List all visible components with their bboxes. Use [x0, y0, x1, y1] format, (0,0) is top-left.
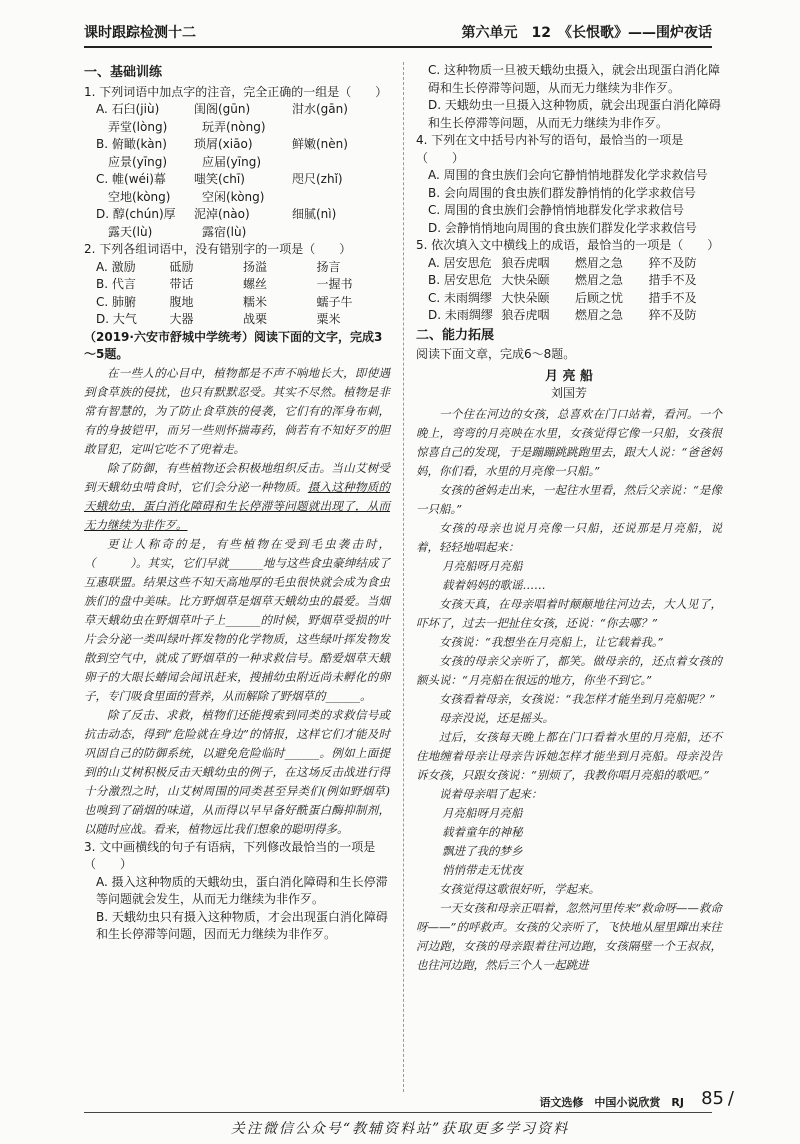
- q5-option-cell: B. 居安思危: [428, 273, 492, 287]
- q1-option-cell: 鲜嫩(nèn): [292, 137, 348, 151]
- song-line: 载着妈妈的歌谣……: [442, 577, 546, 592]
- right-column: [416, 62, 722, 975]
- q5-option-cell: C. 未雨绸缪: [428, 290, 493, 305]
- q2-option-cell: 砥励: [169, 259, 194, 274]
- q2-option-cell: 一握书: [316, 277, 353, 291]
- q5-option-row: [416, 307, 722, 325]
- q1-option-cell: 琐屑(xiāo): [194, 137, 253, 151]
- q1-option-cell: 玩弄(nòng): [202, 119, 266, 134]
- underlined-sentence: 摄入这种物质的天蛾幼虫，蛋白消化障碍和生长停滞等问题就出现了，从而无力继续为非作歹。: [84, 479, 391, 532]
- q1-option-row: [84, 154, 390, 172]
- q2-option-cell: A. 激励: [96, 259, 136, 274]
- q1-option-cell: 嗤笑(chī): [194, 172, 245, 186]
- q2-option-cell: 带话: [169, 277, 194, 291]
- q5-option-cell: 措手不及: [648, 273, 697, 287]
- q3-option-b: B. 天蛾幼虫只有摄入这种物质，才会出现蛋白消化障碍和生长停滞等问题，因而无力继续为非作歹。: [96, 909, 388, 941]
- q1-option-cell: 空闲(kòng): [202, 189, 265, 204]
- question-5: 5. 依次填入文中横线上的成语，最恰当的一项是（ ）: [416, 238, 720, 252]
- q4-option: C. 周围的食虫族们会静悄悄地群发化学求救信号: [428, 203, 685, 217]
- question-4: 4. 下列在文中括号内补写的语句，最恰当的一项是（ ）: [416, 133, 684, 165]
- story-paragraph: 女孩天真，在母亲唱着时颠颠地往河边去，大人见了，吓坏了，过去一把扯住女孩，还说：“你去哪？”: [416, 596, 722, 630]
- q1-option-cell: 应景(yīng): [108, 154, 168, 169]
- q5-option-cell: A. 居安思危: [428, 255, 492, 270]
- question-2: 2. 下列各组词语中，没有错别字的一项是（ ）: [84, 242, 352, 256]
- q2-option-row: [84, 294, 390, 312]
- header-rule: [84, 46, 712, 48]
- story-paragraph: 说着母亲唱了起来：: [439, 786, 543, 801]
- story-paragraph: 女孩说：“我想坐在月亮船上，让它载着我。”: [439, 634, 664, 649]
- q1-option-cell: 露天(lù): [108, 224, 153, 239]
- q2-option-cell: B. 代言: [96, 277, 136, 291]
- q2-option-cell: 粟米: [316, 312, 341, 326]
- q1-option-row: [84, 206, 390, 224]
- q5-option-cell: 狼吞虎咽: [501, 308, 550, 322]
- q2-option-cell: 螺丝: [243, 277, 268, 291]
- q2-option-row: [84, 259, 390, 277]
- watermark-note: 关注微信公众号“教辅资料站”获取更多学习资料: [230, 1121, 570, 1137]
- page-footer: [84, 1088, 734, 1114]
- question-3: 3. 文中画横线的句子有语病，下列修改最恰当的一项是（ ）: [84, 839, 376, 871]
- story-paragraph: 女孩觉得这歌很好听，学起来。: [439, 881, 600, 896]
- passage-paragraph: [84, 459, 390, 535]
- page-header: [84, 20, 712, 44]
- q1-option-row: [84, 189, 390, 207]
- passage-paragraph: 除了反击、求救，植物们还能搜索到同类的求救信号或抗击动态，得到“危险就在身边”的情报，这样它们才能及时巩固自己的防御系统，以避免危险临时______。例如上面提到的山艾树积极反击天蛾幼虫的例子，在这场反击战进行得十分激烈之时，山艾树周围的同类甚至异类们(例如野烟草)也嗅到了硝烟的味道，从而得以早早备好酰蛋白酶抑制剂，以随时应战。看来，植物远比我们想象的聪明得多。: [84, 707, 390, 836]
- q5-option-cell: 后顾之忧: [575, 290, 624, 305]
- footer-book-tag: 语文选修 中国小说欣赏 RJ: [539, 1096, 684, 1109]
- section-basic-heading: 一、基础训练: [84, 65, 163, 80]
- q1-option-row: [84, 224, 390, 242]
- q5-option-cell: 燃眉之急: [575, 308, 624, 322]
- q2-option-cell: 战栗: [243, 312, 268, 326]
- q4-option: B. 会向周围的食虫族们群发静悄悄的化学求救信号: [428, 185, 696, 200]
- passage-paragraph: 更让人称奇的是，有些植物在受到毛虫袭击时，（ ）。其实，它们早就______地与这些食虫豪绅结成了互惠联盟。结果这些不知天高地厚的毛虫很快就会成为食虫族们的盘中美味。比方野烟草是烟草天蛾幼虫的最爱。当烟草天蛾幼虫在野烟草叶子上______的时候，野烟草受损的叶片会分泌一类叫绿叶挥发物的化学物质，这些绿叶挥发物发散到空气中，就成了野烟草的一种求救信号。酷爱烟草天蛾卵子的大眼长蝽闻会闻讯赶来，搜捕幼虫附近尚未孵化的卵子，专门吸食里面的营养，从而解除了野烟草的______。: [84, 536, 390, 703]
- q3-option-c: C. 这种物质一旦被天蛾幼虫摄入，就会出现蛋白消化障碍和生长停滞等问题，从而无力继续为非作歹。: [428, 63, 721, 95]
- q2-option-row: [84, 311, 390, 329]
- story-paragraph: 女孩的爸妈走出来，一起往水里看，然后父亲说：“是像一只船。”: [416, 482, 722, 516]
- song-line: 悄悄带走无忧夜: [442, 862, 523, 877]
- song-line: 月亮船呀月亮船: [442, 558, 523, 573]
- q1-option-cell: D. 醇(chún)厚: [96, 207, 176, 221]
- q5-option-cell: 猝不及防: [648, 255, 697, 270]
- q5-option-row: [416, 272, 722, 290]
- q1-option-cell: B. 俯瞰(kàn): [96, 137, 167, 151]
- q5-option-cell: 措手不及: [648, 290, 697, 305]
- q2-option-cell: 蠕子牛: [316, 294, 353, 309]
- q5-option-cell: 狼吞虎咽: [501, 255, 550, 270]
- question-1: 1. 下列词语中加点字的注音，完全正确的一组是（ ）: [84, 84, 388, 99]
- question-1-options: [84, 101, 390, 241]
- q1-option-cell: A. 石臼(jiù): [96, 102, 160, 116]
- q1-option-cell: 咫尺(zhǐ): [292, 172, 343, 186]
- reading-intro-2: 阅读下面文章，完成6～8题。: [416, 347, 576, 361]
- header-right-title: 第六单元 12 《长恨歌》——围炉夜话: [461, 25, 712, 41]
- page-number: 85: [701, 1088, 724, 1109]
- q5-option-cell: 大快朵颐: [501, 273, 550, 287]
- story-paragraph: 一个住在河边的女孩，总喜欢在门口站着，看河。一个晚上，弯弯的月亮映在水里，女孩觉得它像一只船，女孩很惊喜自己的发现，于是蹦蹦跳跳跑里去，跟大人说：“爸爸妈妈，你们看，水里的月亮像一只船。”: [416, 406, 722, 478]
- q4-option: D. 会静悄悄地向周围的食虫族们群发化学求救信号: [428, 220, 697, 235]
- footer-rule: [84, 1112, 712, 1113]
- q1-option-cell: 空地(kòng): [108, 189, 171, 204]
- q3-option-d: D. 天蛾幼虫一旦摄入这种物质，就会出现蛋白消化障碍和生长停滞等问题，从而无力继续为非作歹。: [428, 98, 721, 130]
- q1-option-row: [84, 171, 390, 189]
- q1-option-row: [84, 136, 390, 154]
- q5-option-cell: 大快朵颐: [501, 290, 550, 305]
- q5-option-cell: 燃眉之急: [575, 255, 624, 270]
- song-line: 飘进了我的梦乡: [442, 843, 523, 858]
- passage-text: 除了防御，有些植物还会积极地组织反击。当山艾树受到天蛾幼虫啃食时，它们会分泌一种物质。: [84, 460, 390, 494]
- story-title: 月 亮 船: [544, 368, 594, 384]
- q1-option-cell: 细腻(nì): [292, 207, 337, 221]
- q5-option-cell: D. 未雨绸缪: [428, 308, 493, 322]
- reading-intro: （2019·六安市舒城中学统考）阅读下面的文字，完成3～5题。: [84, 329, 383, 361]
- q1-option-cell: 闺阁(gūn): [194, 102, 251, 116]
- q5-option-row: [416, 290, 722, 308]
- q1-option-cell: C. 帷(wéi)幕: [96, 172, 166, 186]
- story-paragraph: 一天女孩和母亲正唱着，忽然河里传来“救命呀——救命呀——”的呼救声。女孩的父亲听了，飞快地从屋里蹿出来往河边跑，女孩的母亲跟着往河边跑，女孩隔壁一个王叔叔，也往河边跑，然后三个人一起跳进: [416, 900, 722, 972]
- passage-paragraph: 在一些人的心目中，植物都是不声不响地长大，即使遇到食草族的侵扰，也只有默默忍受。其实不尽然。植物是非常有智慧的，为了防止食草族的侵袭，它们有的浑身布刺，有的身披铠甲，而另一些则怀揣毒药，倘若有不知好歹的胆敢冒犯，定叫它吃不了兜着走。: [84, 365, 390, 456]
- column-divider: [403, 62, 404, 1092]
- story-paragraph: 女孩的母亲父亲听了，都笑。做母亲的，还点着女孩的额头说：“月亮船在很远的地方，你坐不到它。”: [416, 653, 722, 687]
- q3-option-a: A. 摄入这种物质的天蛾幼虫，蛋白消化障碍和生长停滞等问题就会发生，从而无力继续为非作歹。: [96, 874, 388, 906]
- q2-option-cell: 糯米: [243, 294, 268, 309]
- q5-option-cell: 燃眉之急: [575, 273, 624, 287]
- q2-option-cell: 大器: [169, 312, 194, 326]
- story-paragraph: 过后，女孩每天晚上都在门口看着水里的月亮船，还不住地缠着母亲让母亲告诉她怎样才能坐到月亮船。母亲没告诉女孩，只跟女孩说：“别烦了，我教你唱月亮船的歌吧。”: [416, 729, 722, 782]
- q1-option-cell: 泥淖(nào): [194, 207, 250, 221]
- story-paragraph: 母亲没说，还是摇头。: [439, 710, 554, 725]
- q1-option-row: [84, 119, 390, 137]
- left-column: [84, 62, 390, 944]
- q2-option-cell: 腹地: [169, 294, 194, 309]
- song-line: 月亮船呀月亮船: [442, 805, 523, 820]
- q1-option-row: [84, 101, 390, 119]
- story-author: 刘国芳: [550, 386, 587, 400]
- q5-option-cell: 猝不及防: [648, 308, 697, 322]
- q2-option-cell: D. 大气: [96, 312, 137, 326]
- question-2-options: [84, 259, 390, 329]
- q2-option-cell: C. 肺腑: [96, 294, 137, 309]
- header-left-title: 课时跟踪检测十二: [84, 25, 196, 41]
- q1-option-cell: 弄堂(lòng): [108, 119, 168, 134]
- q1-option-cell: 应届(yīng): [202, 154, 262, 169]
- q2-option-cell: 扬溢: [243, 259, 268, 274]
- footer-slash: /: [727, 1088, 734, 1109]
- story-paragraph: 女孩看着母亲，女孩说：“我怎样才能坐到月亮船呢？”: [439, 691, 716, 706]
- q2-option-cell: 扬言: [316, 259, 341, 274]
- song-line: 载着童年的神秘: [442, 824, 523, 839]
- q1-option-cell: 露宿(lù): [202, 224, 247, 239]
- q2-option-row: [84, 276, 390, 294]
- story-paragraph: 女孩的母亲也说月亮像一只船，还说那是月亮船，说着，轻轻地唱起来：: [416, 520, 722, 554]
- q5-option-row: [416, 255, 722, 273]
- q1-option-cell: 泔水(gān): [292, 102, 348, 116]
- section-advanced-heading: 二、能力拓展: [416, 327, 495, 343]
- q4-option: A. 周围的食虫族们会向它静悄悄地群发化学求救信号: [428, 168, 708, 182]
